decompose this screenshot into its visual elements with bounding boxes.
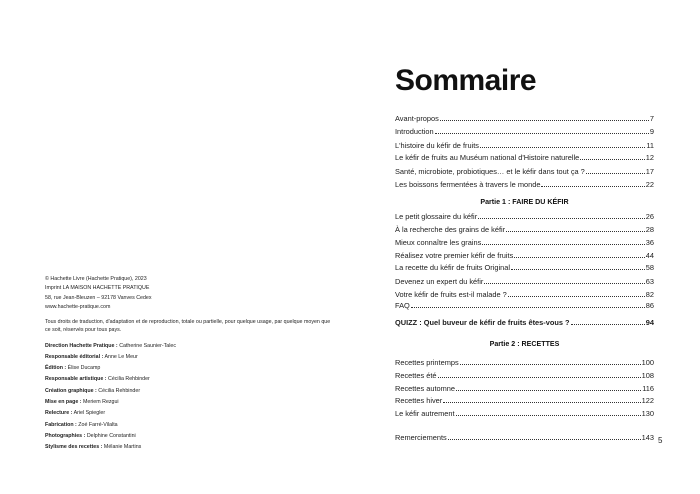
credit-name: Meriem Rezgui [82,399,119,406]
dot-leader [508,292,645,297]
dot-leader [580,155,645,160]
credit-role: Photographies : [45,432,86,439]
toc-entry-page: 44 [645,251,654,260]
credit-role: Responsable artistique : [45,376,107,383]
credit-role: Relecture : [45,410,73,417]
credit-line [45,420,335,431]
toc-entry-title: La recette du kéfir de fruits Original [395,263,511,272]
credit-name: Mélanie Martins [103,444,142,451]
copyright-line: © Hachette Livre (Hachette Pratique), 2023 [45,276,147,282]
toc-entry[interactable] [395,114,654,125]
credit-name: Delphine Constantini [86,432,136,439]
toc-entry-page: 82 [645,290,654,299]
dot-leader [511,265,645,270]
toc-entry-page: 100 [641,358,654,367]
credit-name: Ariel Spiegler [73,410,106,417]
toc-entry-page: 28 [645,225,654,234]
toc-entry-page: 7 [649,114,654,123]
credit-line [45,442,335,453]
toc-entry-page: 36 [645,238,654,247]
credit-role: Création graphique : [45,387,97,394]
toc-entry-page: 122 [641,396,654,405]
dot-leader [541,182,644,187]
toc-entry-title: Avant-propos [395,114,439,123]
dot-leader [586,169,645,174]
toc-entry[interactable] [395,251,654,262]
part-2-heading: Partie 2 : RECETTES [489,340,560,348]
toc-entry[interactable] [395,212,654,223]
dot-leader [571,320,645,325]
toc-entry[interactable] [395,225,654,236]
dot-leader [440,116,649,121]
toc-entry[interactable] [395,384,654,395]
toc-entry-title: Introduction [395,127,434,136]
toc-entry-page: 130 [641,409,654,418]
toc-entry-page: 108 [641,371,654,380]
toc-entry[interactable] [395,263,654,274]
toc-entry-page: 9 [649,127,654,136]
credit-role: Fabrication : [45,421,77,428]
toc-entry-quiz[interactable] [395,318,654,329]
toc-entry-title: À la recherche des grains de kéfir [395,225,506,234]
toc-entry[interactable] [395,153,654,164]
dot-leader [435,129,649,134]
toc-entry[interactable] [395,127,654,138]
toc-entry[interactable] [395,409,654,420]
toc-entry-page: 116 [642,384,654,393]
credit-role: Stylisme des recettes : [45,444,103,451]
toc-entry-title: QUIZZ : Quel buveur de kéfir de fruits êtes-vous ? [395,318,570,327]
imprint-line: Imprint LA MAISON HACHETTE PRATIQUE [45,285,150,292]
credit-name: Cécilia Rehbinder [98,387,141,394]
toc-entry-title: Le kéfir de fruits au Muséum national d'Histoire naturelle [395,153,580,162]
toc-entry-title: Le petit glossaire du kéfir [395,212,478,221]
toc-entry[interactable] [395,371,654,382]
toc-entry-title: Réalisez votre premier kéfir de fruits [395,251,514,260]
credit-role: Responsable éditorial : [45,353,104,360]
part-1-heading: Partie 1 : FAIRE DU KÉFIR [480,198,569,206]
dot-leader [411,303,645,308]
toc-entry[interactable] [395,277,654,288]
toc-entry[interactable] [395,290,654,301]
dot-leader [456,411,641,416]
credit-name: Catherine Saunier-Talec [119,342,177,349]
toc-entry-page: 11 [646,141,654,150]
toc-entry-title: L'histoire du kéfir de fruits [395,141,479,150]
dot-leader [482,240,644,245]
toc-entry-page: 143 [641,433,654,442]
credit-role: Mise en page : [45,399,82,406]
dot-leader [514,253,644,258]
credit-line [45,431,335,442]
credit-line [45,374,335,385]
toc-entry[interactable] [395,180,654,191]
toc-entry[interactable] [395,167,654,178]
toc-entry-page: 12 [645,153,654,162]
toc-entry-title: Le kéfir autrement [395,409,455,418]
credits-list [45,341,335,454]
credit-name: Cécilia Rehbinder [108,376,150,383]
credit-line [45,363,335,374]
dot-leader [506,227,645,232]
toc-entry[interactable] [395,301,654,312]
dot-leader [480,143,645,148]
toc-entry-title: FAQ [395,301,410,310]
toc-entry-title: Recettes hiver [395,396,443,405]
toc-entry-page: 26 [645,212,654,221]
toc-entry-title: Recettes automne [395,384,455,393]
credit-role: Direction Hachette Pratique : [45,342,118,349]
toc-entry-title: Les boissons fermentées à travers le monde [395,180,541,189]
toc-entry[interactable] [395,141,654,152]
credit-line [45,386,335,397]
toc-entry-title: Votre kéfir de fruits est-il malade ? [395,290,507,299]
credit-name: Anne Le Meur [104,353,138,360]
toc-entry-page: 86 [645,301,654,310]
toc-entry[interactable] [395,238,654,249]
credit-line [45,397,335,408]
toc-entry-title: Remerciements [395,433,447,442]
dot-leader [460,360,641,365]
credit-name: Élise Ducamp [67,365,101,372]
website-line: www.hachette-pratique.com [45,303,111,310]
toc-entry-title: Devenez un expert du kéfir [395,277,484,286]
dot-leader [443,398,640,403]
toc-entry-page: 22 [645,180,654,189]
credit-line [45,408,335,419]
colophon [45,275,335,454]
address-line: 58, rue Jean-Bleuzen – 92178 Vanves Cedex [45,294,152,301]
dot-leader [448,435,641,440]
toc-entry-page: 63 [645,277,654,286]
page-number: 5 [658,436,663,445]
rights-notice: Tous droits de traduction, d'adaptation et de reproduction, totale ou partielle, pour quelque usage, par quelque moyen que ce soit, réservés pour tous pays. [45,319,331,334]
toc-entry-title: Santé, microbiote, probiotiques… et le kéfir dans tout ça ? [395,167,585,176]
publisher-block [45,275,335,312]
toc-entry-page: 17 [645,167,654,176]
toc-entry-title: Recettes printemps [395,358,459,367]
toc-entry[interactable] [395,433,654,444]
toc-entry-title: Recettes été [395,371,437,380]
dot-leader [456,386,641,391]
credit-role: Édition : [45,365,67,372]
credit-line [45,341,335,352]
page-title: Sommaire [395,64,537,97]
toc-entry-title: Mieux connaître les grains [395,238,482,247]
toc-entry-page: 94 [645,318,654,327]
credit-line [45,352,335,363]
dot-leader [478,214,645,219]
toc-entry[interactable] [395,358,654,369]
dot-leader [438,373,641,378]
credit-name: Zoé Farré-Vilalta [78,421,118,428]
toc-entry[interactable] [395,396,654,407]
toc-entry-page: 58 [645,263,654,272]
dot-leader [484,279,644,284]
